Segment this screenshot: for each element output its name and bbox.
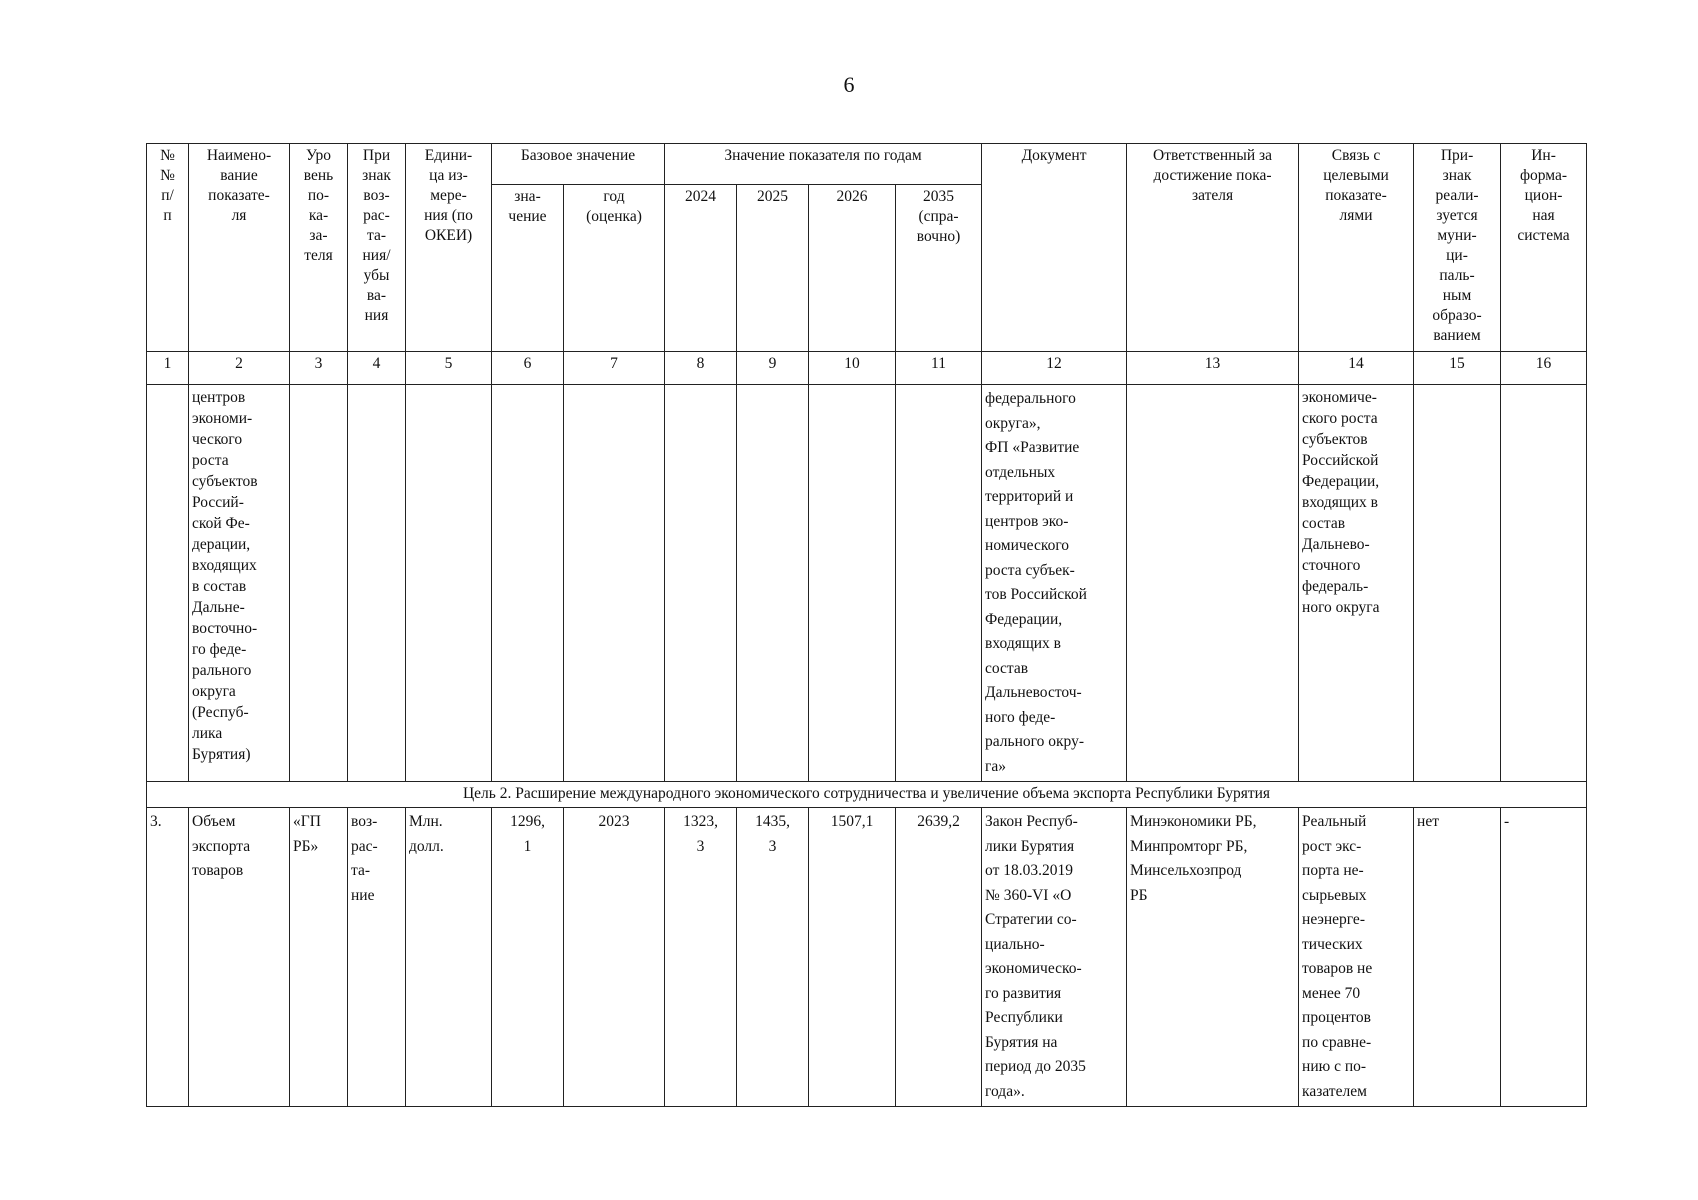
cell-link: экономиче- ского роста субъектов Российской Федерации, входящих в состав Дальнево- сточного федераль- ного округа bbox=[1299, 385, 1414, 782]
header-level: Уро вень по- ка- за- теля bbox=[290, 144, 348, 352]
col-number: 10 bbox=[809, 352, 896, 385]
header-base-value: зна- чение bbox=[492, 185, 564, 352]
cell-2025: 1435, 3 bbox=[737, 808, 809, 1107]
header-document: Документ bbox=[982, 144, 1127, 352]
cell-empty bbox=[1414, 385, 1501, 782]
cell-2026: 1507,1 bbox=[809, 808, 896, 1107]
cell-num: 3. bbox=[147, 808, 189, 1107]
col-number: 5 bbox=[406, 352, 492, 385]
cell-empty bbox=[809, 385, 896, 782]
col-number: 4 bbox=[348, 352, 406, 385]
header-num: № № п/ п bbox=[147, 144, 189, 352]
cell-level: «ГП РБ» bbox=[290, 808, 348, 1107]
cell-empty bbox=[290, 385, 348, 782]
header-responsible: Ответственный за достижение пока- зателя bbox=[1127, 144, 1299, 352]
col-number: 16 bbox=[1501, 352, 1587, 385]
page-number: 6 bbox=[843, 72, 855, 97]
cell-empty bbox=[564, 385, 665, 782]
indicators-table bbox=[146, 143, 1587, 1107]
header-base-year: год (оценка) bbox=[564, 185, 665, 352]
header-base-group: Базовое значение bbox=[492, 144, 665, 185]
col-number: 1 bbox=[147, 352, 189, 385]
cell-empty bbox=[147, 385, 189, 782]
cell-empty bbox=[665, 385, 737, 782]
cell-base-value: 1296, 1 bbox=[492, 808, 564, 1107]
col-number: 9 bbox=[737, 352, 809, 385]
col-number: 14 bbox=[1299, 352, 1414, 385]
col-number: 3 bbox=[290, 352, 348, 385]
cell-name: центров экономи- ческого роста субъектов Россий- ской Фе- дерации, входящих в состав Дальне- восточно- го феде- рального округа (Респуб- лика Бурятия) bbox=[189, 385, 290, 782]
col-number: 6 bbox=[492, 352, 564, 385]
cell-document: федерального округа», ФП «Развитие отдельных территорий и центров эко- номического роста субъек- тов Российской Федерации, входящих в состав Дальневосточ- ного феде- рального окру- га» bbox=[982, 385, 1127, 782]
header-row-1 bbox=[147, 144, 1587, 185]
cell-2024: 1323, 3 bbox=[665, 808, 737, 1107]
cell-link: Реальный рост экс- порта не- сырьевых неэнерге- тических товаров не менее 70 процентов по сравне- нию с по- казателем bbox=[1299, 808, 1414, 1107]
cell-info-system: - bbox=[1501, 808, 1587, 1107]
col-number: 7 bbox=[564, 352, 665, 385]
goal-title: Цель 2. Расширение международного экономического сотрудничества и увеличение объема экспорта Республики Бурятия bbox=[147, 782, 1587, 808]
cell-municipal: нет bbox=[1414, 808, 1501, 1107]
cell-empty bbox=[1501, 385, 1587, 782]
continued-row bbox=[147, 385, 1587, 782]
header-years-group: Значение показателя по годам bbox=[665, 144, 982, 185]
cell-empty bbox=[896, 385, 982, 782]
cell-empty bbox=[406, 385, 492, 782]
col-number: 2 bbox=[189, 352, 290, 385]
cell-responsible: Минэкономики РБ, Минпромторг РБ, Минсельхозпрод РБ bbox=[1127, 808, 1299, 1107]
cell-empty bbox=[737, 385, 809, 782]
header-2026: 2026 bbox=[809, 185, 896, 352]
header-2025: 2025 bbox=[737, 185, 809, 352]
column-number-row bbox=[147, 352, 1587, 385]
cell-2035: 2639,2 bbox=[896, 808, 982, 1107]
header-unit: Едини- ца из- мере- ния (по ОКЕИ) bbox=[406, 144, 492, 352]
cell-empty bbox=[348, 385, 406, 782]
cell-base-year: 2023 bbox=[564, 808, 665, 1107]
header-name: Наимено- вание показате- ля bbox=[189, 144, 290, 352]
col-number: 12 bbox=[982, 352, 1127, 385]
header-info-system: Ин- форма- цион- ная система bbox=[1501, 144, 1587, 352]
header-trend: При знак воз- рас- та- ния/ убы ва- ния bbox=[348, 144, 406, 352]
header-link: Связь с целевыми показате- лями bbox=[1299, 144, 1414, 352]
cell-name: Объем экспорта товаров bbox=[189, 808, 290, 1107]
header-municipal: При- знак реали- зуется муни- ци- паль- ным образо- ванием bbox=[1414, 144, 1501, 352]
goal-row bbox=[147, 782, 1587, 808]
cell-unit: Млн. долл. bbox=[406, 808, 492, 1107]
header-2024: 2024 bbox=[665, 185, 737, 352]
col-number: 8 bbox=[665, 352, 737, 385]
cell-empty bbox=[492, 385, 564, 782]
col-number: 11 bbox=[896, 352, 982, 385]
cell-document: Закон Респуб- лики Бурятия от 18.03.2019 № 360-VI «О Стратегии со- циально- экономическо- го развития Республики Бурятия на период до 2035 года». bbox=[982, 808, 1127, 1107]
indicator-row-3 bbox=[147, 808, 1587, 1107]
col-number: 13 bbox=[1127, 352, 1299, 385]
col-number: 15 bbox=[1414, 352, 1501, 385]
cell-trend: воз- рас- та- ние bbox=[348, 808, 406, 1107]
cell-empty bbox=[1127, 385, 1299, 782]
header-2035: 2035 (спра- вочно) bbox=[896, 185, 982, 352]
